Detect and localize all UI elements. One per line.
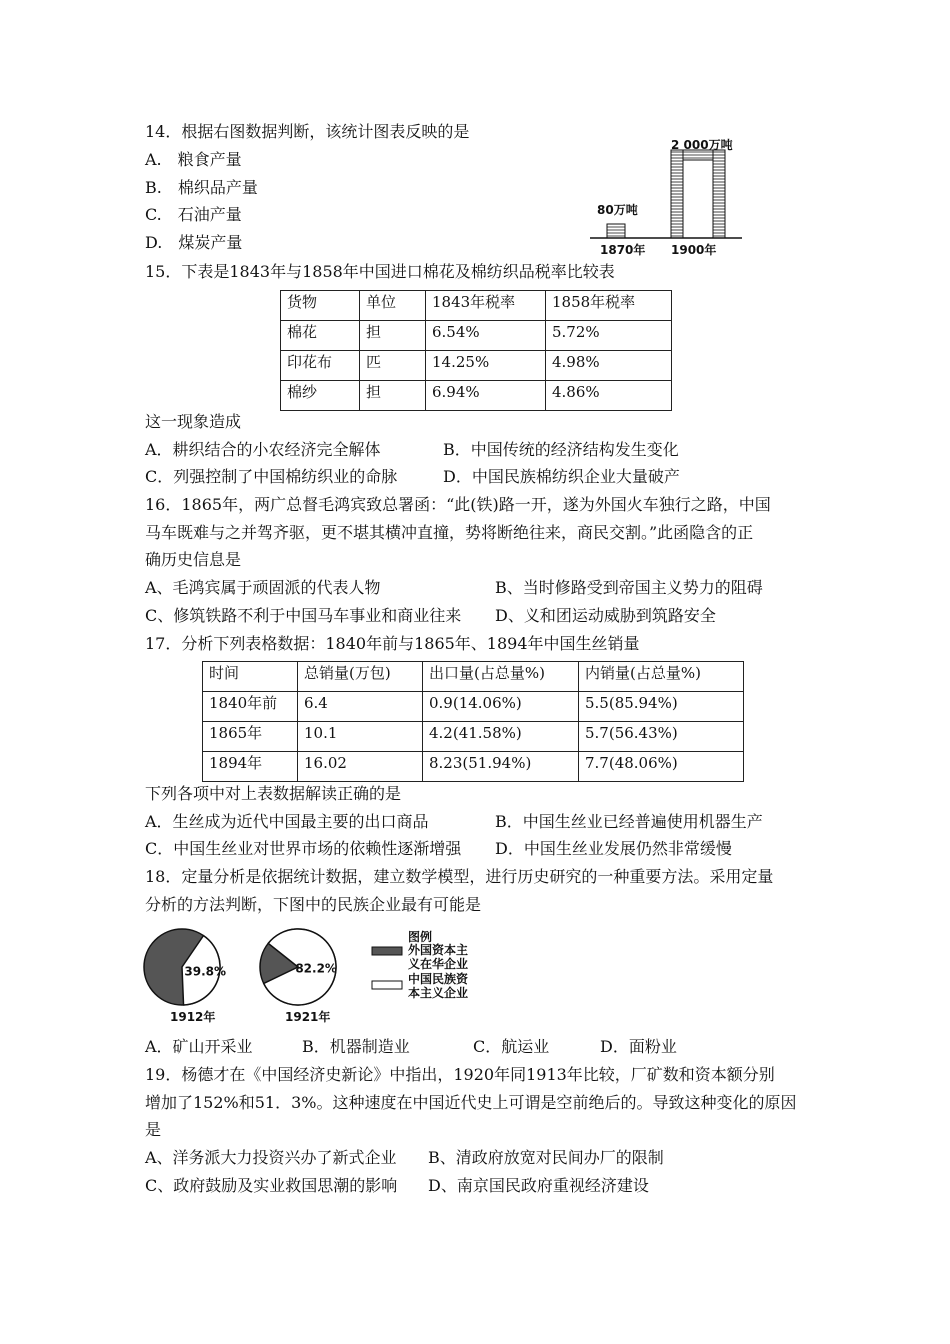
q17-table: [202, 661, 744, 782]
legend-swatch-foreign: [372, 947, 402, 955]
table-header-row: [203, 662, 744, 692]
table-header: 总销量(万包): [298, 662, 423, 692]
table-cell: 8.23(51.94%): [423, 752, 579, 782]
q16-line-1: 16．1865年，两广总督毛鸿宾致总署函：“此(铁)路一开，遂为外国火车独行之路，中国: [145, 495, 771, 514]
legend-label: 中国民族资: [408, 972, 469, 986]
table-cell: 担: [360, 321, 426, 351]
table-cell: 6.94%: [426, 381, 546, 411]
q17-option-c[interactable]: C．中国生丝业对世界市场的依赖性逐渐增强: [145, 839, 462, 858]
table-cell: 棉花: [281, 321, 360, 351]
q14-bar-chart: [585, 128, 745, 258]
q16-option-d[interactable]: D、义和团运动威胁到筑路安全: [495, 606, 716, 625]
table-cell: 5.7(56.43%): [579, 722, 744, 752]
table-header-row: [281, 291, 672, 321]
q14-option-b[interactable]: B. 棉织品产量: [145, 178, 258, 197]
table-cell: 14.25%: [426, 351, 546, 381]
q15-table: [280, 290, 672, 411]
table-cell: 4.2(41.58%): [423, 722, 579, 752]
table-row: [281, 351, 672, 381]
table-cell: 4.86%: [546, 381, 672, 411]
q16-option-a[interactable]: A、毛鸿宾属于顽固派的代表人物: [145, 578, 381, 597]
q18-option-b[interactable]: B．机器制造业: [302, 1037, 410, 1056]
table-cell: 1865年: [203, 722, 298, 752]
table-header: 单位: [360, 291, 426, 321]
q18-option-c[interactable]: C．航运业: [473, 1037, 550, 1056]
q19-line-3: 是: [145, 1120, 162, 1139]
q14-stem: 14．根据右图数据判断，该统计图表反映的是: [145, 122, 470, 141]
bar: [607, 224, 625, 238]
pie-data-label: 39.8%: [184, 964, 227, 979]
table-cell: 10.1: [298, 722, 423, 752]
q14-label-80: 80万吨: [597, 203, 638, 217]
table-header: 1858年税率: [546, 291, 672, 321]
q19-option-b[interactable]: B、清政府放宽对民间办厂的限制: [428, 1148, 664, 1167]
q15-after: 这一现象造成: [145, 412, 242, 431]
q16-option-b[interactable]: B、当时修路受到帝国主义势力的阻碍: [495, 578, 763, 597]
q15-option-a[interactable]: A．耕织结合的小农经济完全解体: [145, 440, 381, 459]
table-cell: 担: [360, 381, 426, 411]
table-cell: 1840年前: [203, 692, 298, 722]
q15-option-c[interactable]: C．列强控制了中国棉纺织业的命脉: [145, 467, 398, 486]
q19-line-1: 19．杨德才在《中国经济史新论》中指出，1920年同1913年比较，厂矿数和资本额分别: [145, 1065, 775, 1084]
table-cell: 0.9(14.06%): [423, 692, 579, 722]
q17-option-a[interactable]: A．生丝成为近代中国最主要的出口商品: [145, 812, 429, 831]
table-header: 货物: [281, 291, 360, 321]
q17-option-d[interactable]: D．中国生丝业发展仍然非常缓慢: [495, 839, 732, 858]
table-cell: 5.5(85.94%): [579, 692, 744, 722]
q16-option-c[interactable]: C、修筑铁路不利于中国马车事业和商业往来: [145, 606, 462, 625]
q19-line-2: 增加了152%和51．3%。这种速度在中国近代史上可谓是空前绝后的。导致这种变化的原因: [145, 1093, 797, 1112]
q19-option-a[interactable]: A、洋务派大力投资兴办了新式企业: [145, 1148, 397, 1167]
q15-option-b[interactable]: B．中国传统的经济结构发生变化: [443, 440, 679, 459]
q14-x-label-1900: 1900年: [671, 243, 717, 257]
q14-option-a[interactable]: A. 粮食产量: [145, 150, 242, 169]
table-header: 内销量(占总量%): [579, 662, 744, 692]
q18-line-2: 分析的方法判断，下图中的民族企业最有可能是: [145, 895, 482, 914]
q19-option-d[interactable]: D、南京国民政府重视经济建设: [428, 1176, 649, 1195]
pie-chart: [144, 929, 226, 1005]
q16-line-2: 马车既难与之并驾齐驱，更不堪其横冲直撞，势将断绝往来，商民交割。”此函隐含的正: [145, 523, 754, 542]
table-row: [203, 752, 744, 782]
q15-option-d[interactable]: D．中国民族棉纺织企业大量破产: [443, 467, 680, 486]
pie-year-label: 1921年: [285, 1010, 331, 1024]
q19-option-c[interactable]: C、政府鼓励及实业救国思潮的影响: [145, 1176, 398, 1195]
q18-pie-charts: [140, 925, 500, 1025]
q17-stem: 17．分析下列表格数据：1840年前与1865年、1894年中国生丝销量: [145, 634, 640, 653]
legend-title: 图例: [408, 930, 433, 944]
table-cell: 4.98%: [546, 351, 672, 381]
q17-after: 下列各项中对上表数据解读正确的是: [145, 784, 402, 803]
pie-data-label: 82.2%: [295, 961, 337, 976]
table-row: [203, 722, 744, 752]
q18-line-1: 18．定量分析是依据统计数据，建立数学模型，进行历史研究的一种重要方法。采用定量: [145, 867, 774, 886]
q17-option-b[interactable]: B．中国生丝业已经普遍使用机器生产: [495, 812, 763, 831]
table-cell: 6.54%: [426, 321, 546, 351]
table-cell: 棉纱: [281, 381, 360, 411]
q14-option-c[interactable]: C. 石油产量: [145, 205, 242, 224]
pie-year-label: 1912年: [170, 1010, 216, 1024]
q14-label-2000: 2 000万吨: [671, 138, 733, 152]
table-cell: 7.7(48.06%): [579, 752, 744, 782]
q15-stem: 15．下表是1843年与1858年中国进口棉花及棉纺织品税率比较表: [145, 262, 615, 281]
q14-option-d[interactable]: D. 煤炭产量: [145, 233, 243, 252]
table-cell: 5.72%: [546, 321, 672, 351]
q16-line-3: 确历史信息是: [145, 550, 242, 569]
legend-label: 义在华企业: [408, 957, 469, 971]
table-row: [281, 381, 672, 411]
table-header: 出口量(占总量%): [423, 662, 579, 692]
bar: [671, 150, 725, 238]
legend-label: 本主义企业: [408, 986, 469, 1000]
table-header: 时间: [203, 662, 298, 692]
table-cell: 1894年: [203, 752, 298, 782]
table-cell: 6.4: [298, 692, 423, 722]
table-cell: 16.02: [298, 752, 423, 782]
legend-label: 外国资本主: [408, 943, 469, 957]
q18-option-d[interactable]: D．面粉业: [600, 1037, 677, 1056]
q18-option-a[interactable]: A．矿山开采业: [145, 1037, 253, 1056]
table-row: [281, 321, 672, 351]
legend-swatch-national: [372, 981, 402, 989]
pie-chart: [260, 929, 337, 1005]
q14-x-label-1870: 1870年: [600, 243, 646, 257]
table-header: 1843年税率: [426, 291, 546, 321]
table-cell: 匹: [360, 351, 426, 381]
table-cell: 印花布: [281, 351, 360, 381]
table-row: [203, 692, 744, 722]
